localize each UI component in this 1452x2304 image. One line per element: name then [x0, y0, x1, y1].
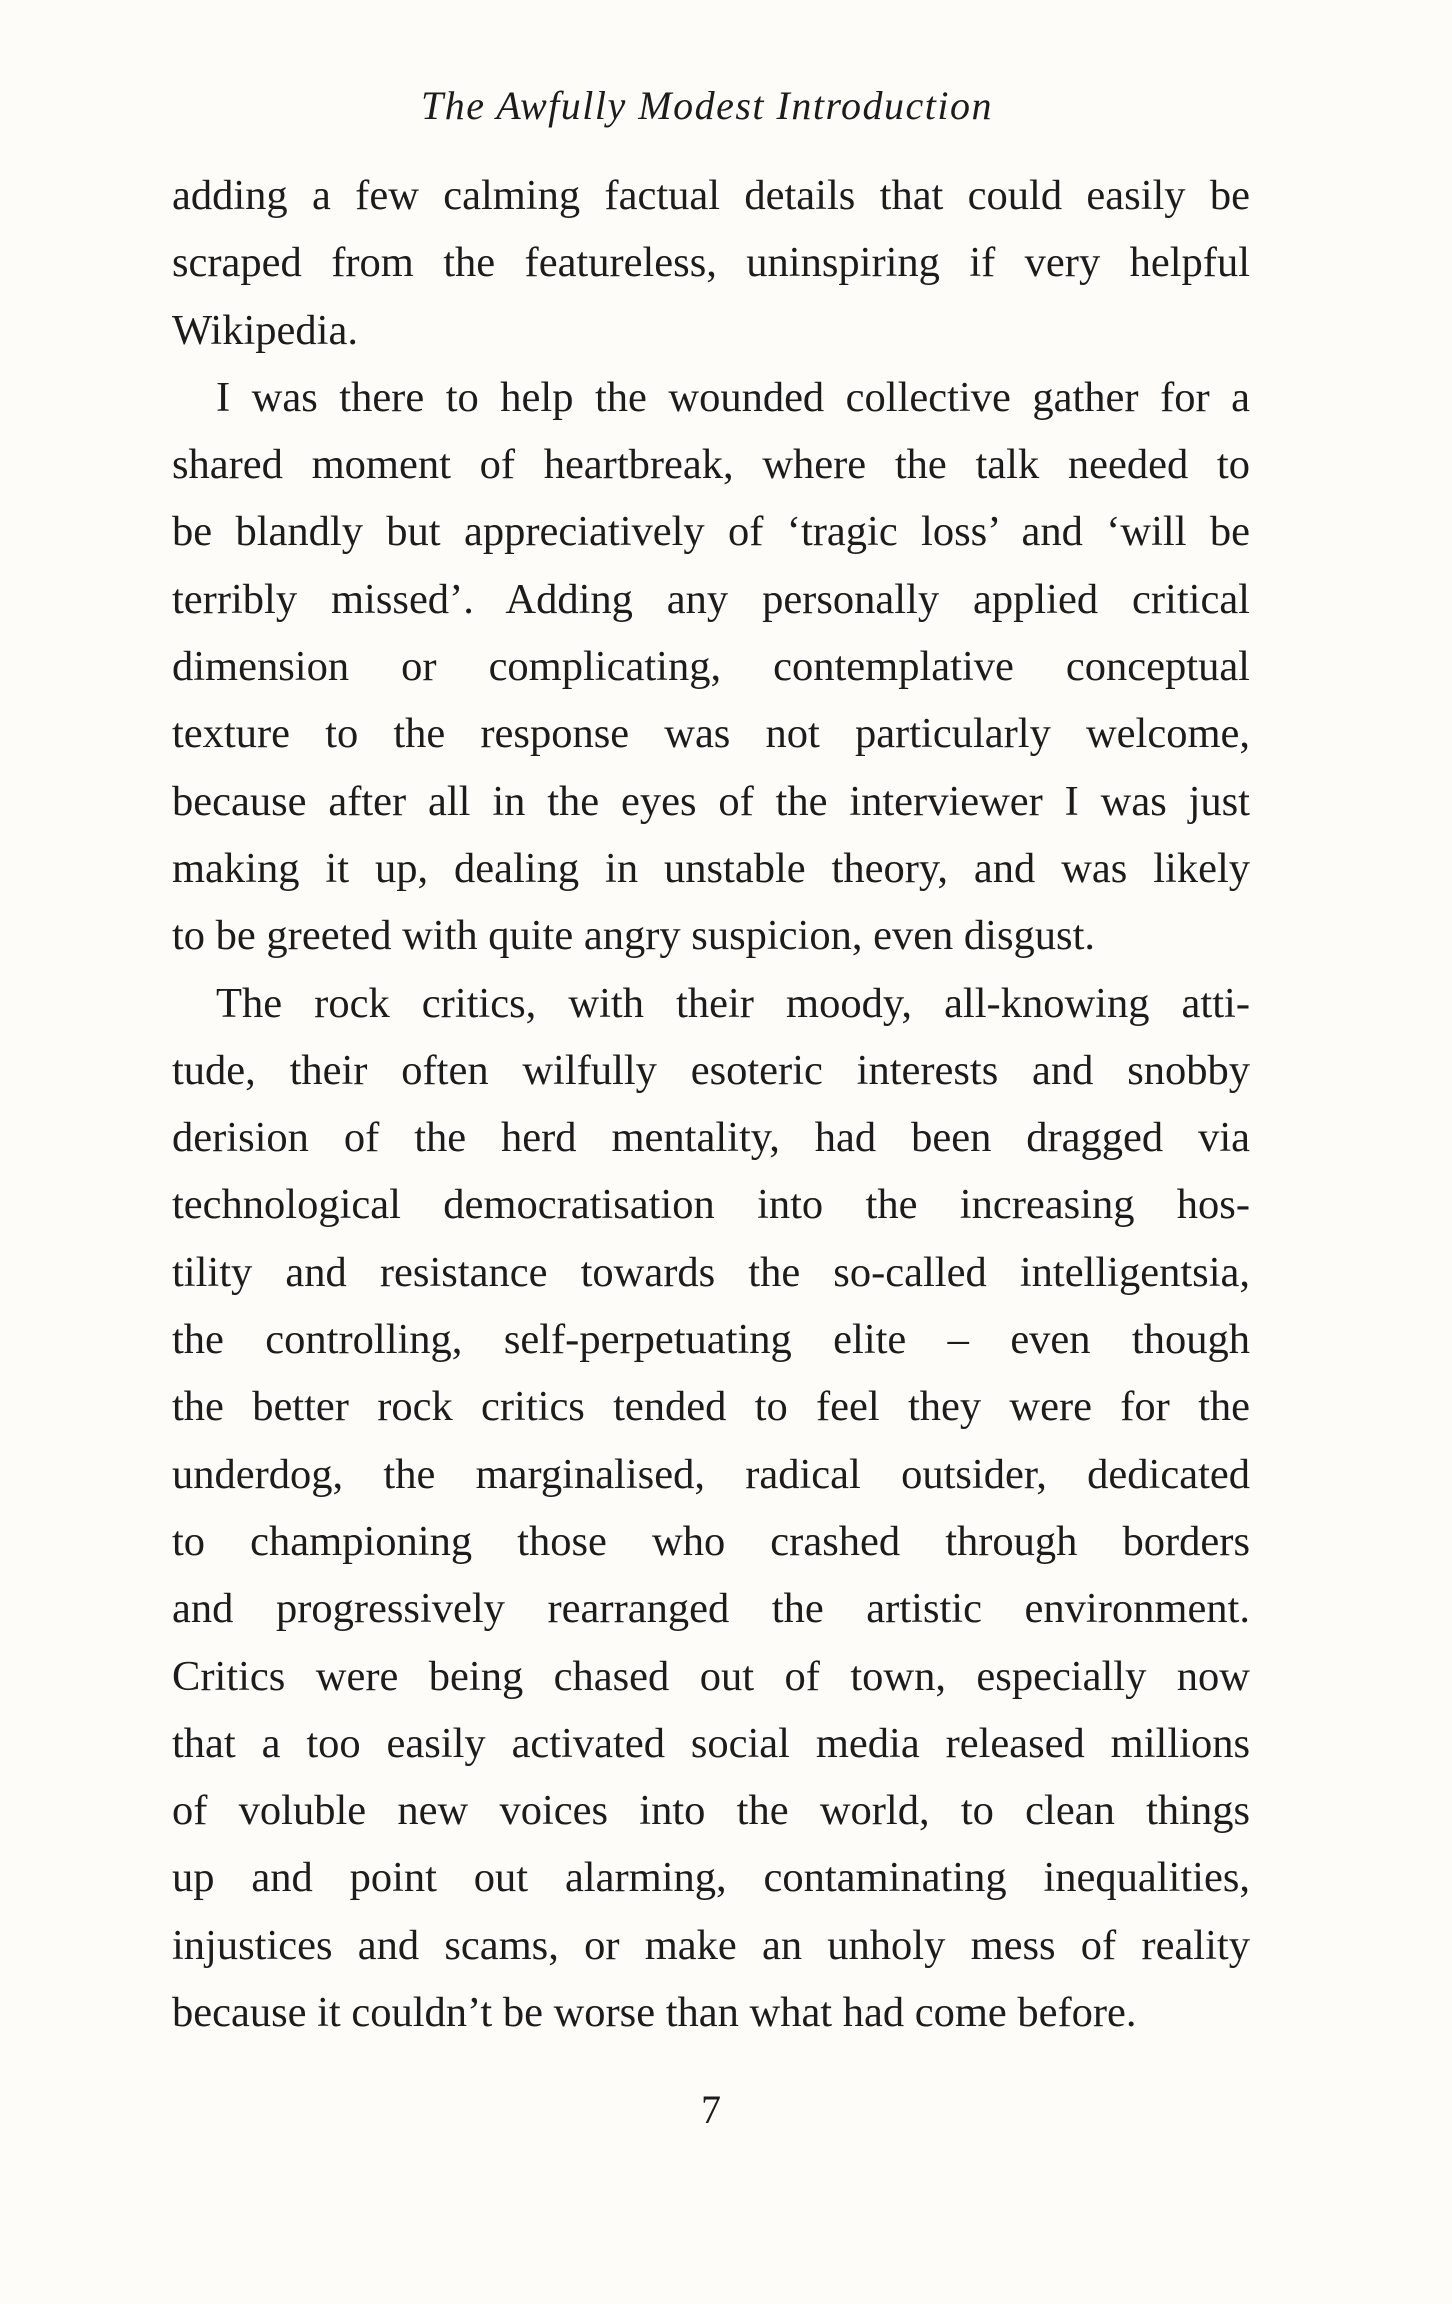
text-line: underdog, the marginalised, radical outsider, dedicated — [172, 1450, 1250, 1498]
text-line: because it couldn’t be worse than what had come before. — [172, 1989, 1137, 2037]
text-line: shared moment of heartbreak, where the talk needed to — [172, 441, 1250, 489]
text-line: injustices and scams, or make an unholy mess of reality — [172, 1921, 1250, 1969]
text-line: scraped from the featureless, uninspiring if very helpful — [172, 239, 1250, 287]
text-line: because after all in the eyes of the interviewer I was just — [172, 777, 1250, 825]
text-line: tude, their often wilfully esoteric interests and snobby — [172, 1046, 1250, 1094]
text-line: tility and resistance towards the so-called intelligentsia, — [172, 1248, 1250, 1296]
body-text — [172, 162, 1250, 2046]
text-line: making it up, dealing in unstable theory, and was likely — [172, 844, 1250, 892]
text-line: the better rock critics tended to feel they were for the — [172, 1383, 1250, 1431]
text-line: of voluble new voices into the world, to clean things — [172, 1787, 1250, 1835]
text-line: I was there to help the wounded collective gather for a — [216, 373, 1250, 421]
paragraph-3 — [172, 970, 1250, 2047]
text-line: adding a few calming factual details that could easily be — [172, 172, 1250, 219]
text-line: the controlling, self-perpetuating elite – even though — [172, 1316, 1250, 1364]
text-line: up and point out alarming, contaminating inequalities, — [172, 1854, 1250, 1902]
running-head: The Awfully Modest Introduction — [420, 83, 994, 128]
text-line: The rock critics, with their moody, all-knowing atti- — [216, 979, 1250, 1027]
text-line: that a too easily activated social media released millions — [172, 1719, 1250, 1767]
text-line: Wikipedia. — [172, 306, 358, 354]
text-line: to championing those who crashed through borders — [172, 1517, 1250, 1565]
text-line: texture to the response was not particularly welcome, — [172, 710, 1250, 758]
text-line: be blandly but appreciatively of ‘tragic loss’ and ‘will be — [172, 508, 1250, 556]
paragraph-2 — [172, 364, 1250, 970]
text-line: terribly missed’. Adding any personally applied critical — [172, 575, 1250, 623]
text-line: and progressively rearranged the artistic environment. — [172, 1585, 1250, 1633]
page-number: 7 — [701, 2087, 721, 2132]
text-line: Critics were being chased out of town, especially now — [172, 1652, 1250, 1700]
text-line: derision of the herd mentality, had been dragged via — [172, 1114, 1250, 1162]
text-line: technological democratisation into the increasing hos- — [172, 1181, 1250, 1229]
text-line: to be greeted with quite angry suspicion, even disgust. — [172, 912, 1096, 960]
text-line: dimension or complicating, contemplative conceptual — [172, 643, 1250, 691]
paragraph-1 — [172, 162, 1250, 364]
